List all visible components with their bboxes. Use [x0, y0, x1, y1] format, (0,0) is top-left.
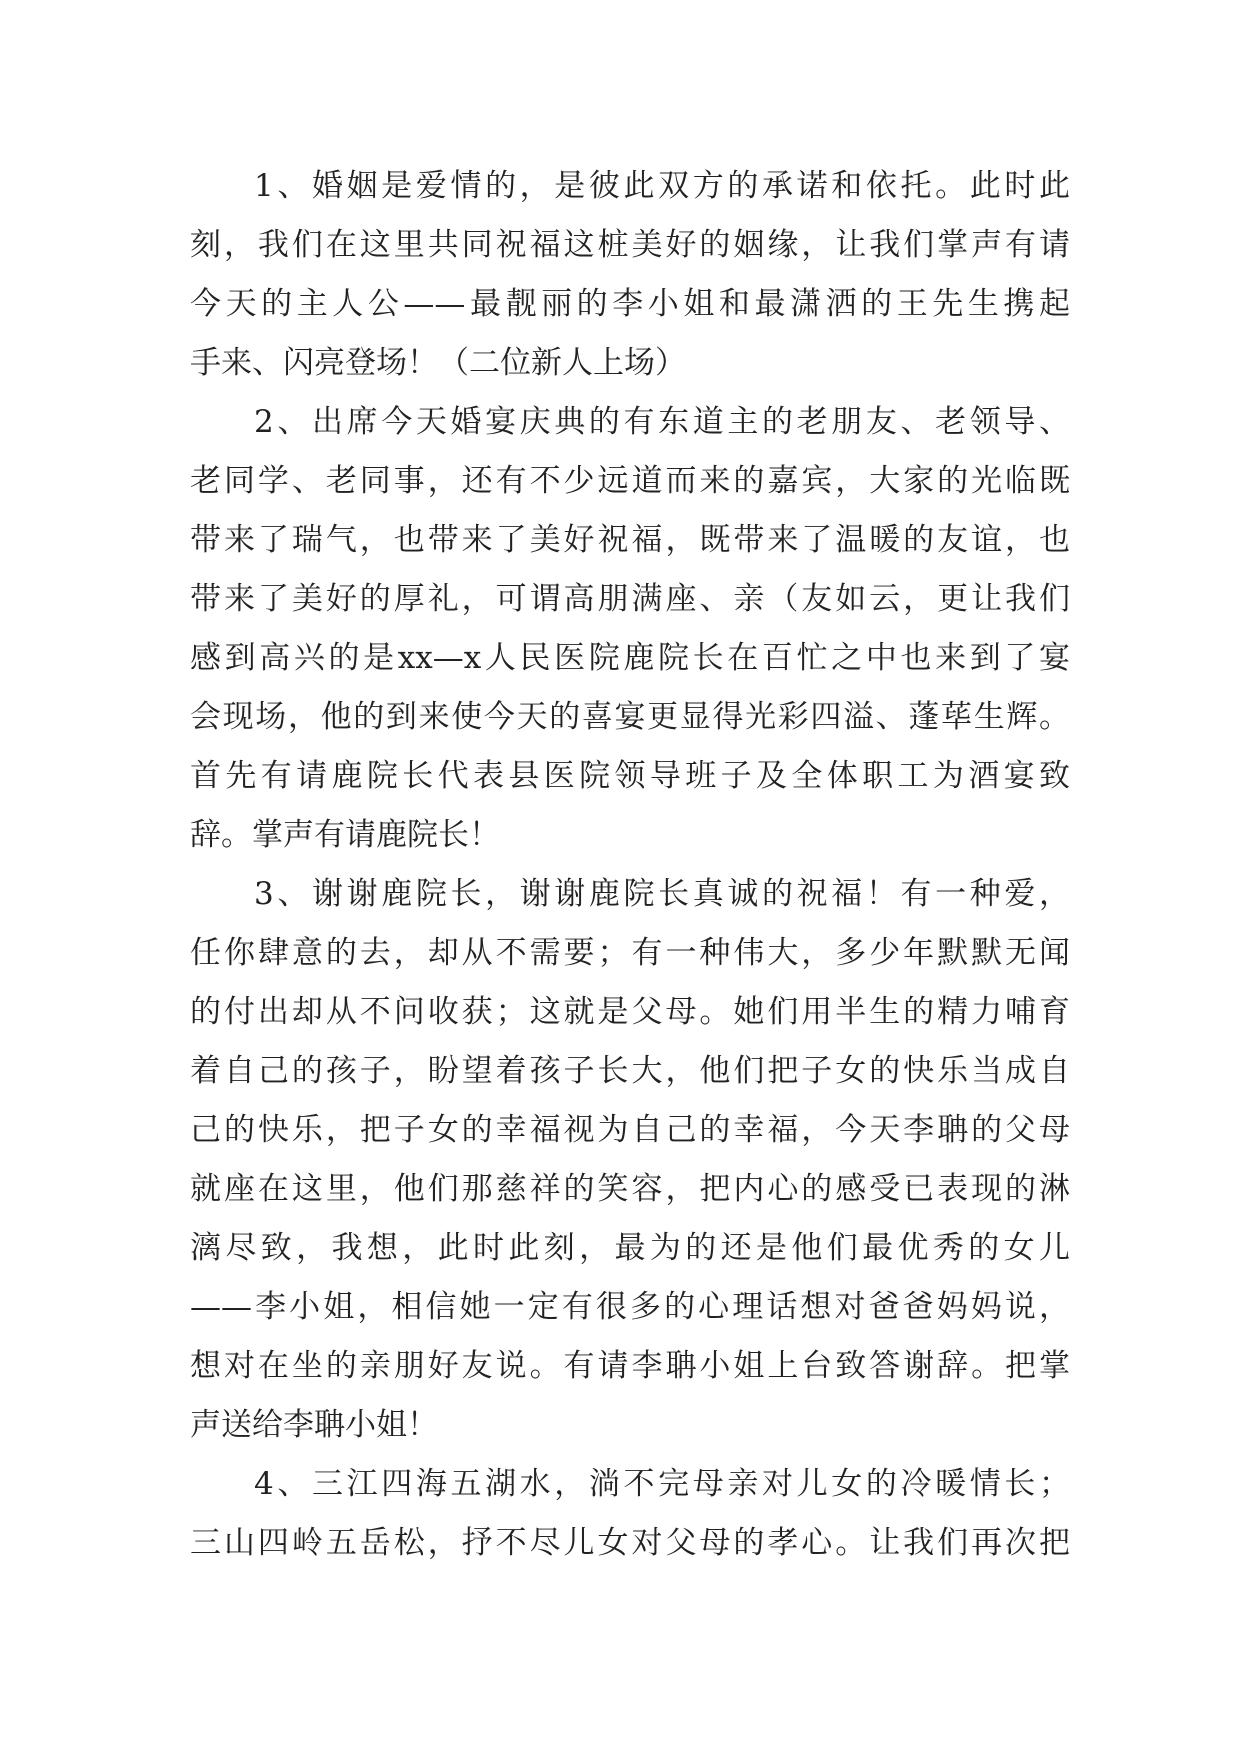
text-line: 会现场，他的到来使今天的喜宴更显得光彩四溢、蓬荜生辉。 [190, 699, 1070, 735]
text-line: 手来、闪亮登场！（二位新人上场） [190, 345, 686, 381]
text-line: 就座在这里，他们那慈祥的笑容，把内心的感受已表现的淋 [190, 1171, 1070, 1207]
text-line: 感到高兴的是xx—x人民医院鹿院长在百忙之中也来到了宴 [190, 640, 1070, 676]
paragraph-1 [190, 157, 1070, 393]
text-line: 声送给李聃小姐！ [190, 1407, 438, 1443]
paragraph-3 [190, 865, 1070, 1455]
paragraph-2 [190, 393, 1070, 865]
text-line: 今天的主人公——最靓丽的李小姐和最潇洒的王先生携起 [190, 286, 1070, 322]
text-line: 着自己的孩子，盼望着孩子长大，他们把子女的快乐当成自 [190, 1053, 1070, 1089]
text-line: 任你肆意的去，却从不需要；有一种伟大，多少年默默无闻 [190, 935, 1070, 971]
text-line: 漓尽致，我想，此时此刻，最为的还是他们最优秀的女儿 [190, 1230, 1070, 1266]
text-line: 刻，我们在这里共同祝福这桩美好的姻缘，让我们掌声有请 [190, 227, 1070, 263]
text-line: 带来了美好的厚礼，可谓高朋满座、亲（友如云，更让我们 [190, 581, 1070, 617]
text-line: 3、谢谢鹿院长，谢谢鹿院长真诚的祝福！有一种爱， [254, 876, 1070, 912]
text-line: 三山四岭五岳松，抒不尽儿女对父母的孝心。让我们再次把 [190, 1525, 1070, 1561]
text-line: 的付出却从不问收获；这就是父母。她们用半生的精力哺育 [190, 994, 1070, 1030]
paragraph-4 [190, 1455, 1070, 1573]
text-line: 4、三江四海五湖水，淌不完母亲对儿女的冷暖情长； [254, 1466, 1070, 1502]
text-line: 1、婚姻是爱情的，是彼此双方的承诺和依托。此时此 [254, 168, 1070, 204]
text-line: ——李小姐，相信她一定有很多的心理话想对爸爸妈妈说， [190, 1289, 1070, 1325]
text-line: 想对在坐的亲朋好友说。有请李聃小姐上台致答谢辞。把掌 [190, 1348, 1070, 1384]
text-line: 首先有请鹿院长代表县医院领导班子及全体职工为酒宴致 [190, 758, 1070, 794]
text-line: 辞。掌声有请鹿院长！ [190, 817, 500, 853]
text-line: 己的快乐，把子女的幸福视为自己的幸福，今天李聃的父母 [190, 1112, 1070, 1148]
document-body [190, 157, 1070, 1573]
text-line: 2、出席今天婚宴庆典的有东道主的老朋友、老领导、 [254, 404, 1070, 440]
text-line: 带来了瑞气，也带来了美好祝福，既带来了温暖的友谊，也 [190, 522, 1070, 558]
text-line: 老同学、老同事，还有不少远道而来的嘉宾，大家的光临既 [190, 463, 1070, 499]
